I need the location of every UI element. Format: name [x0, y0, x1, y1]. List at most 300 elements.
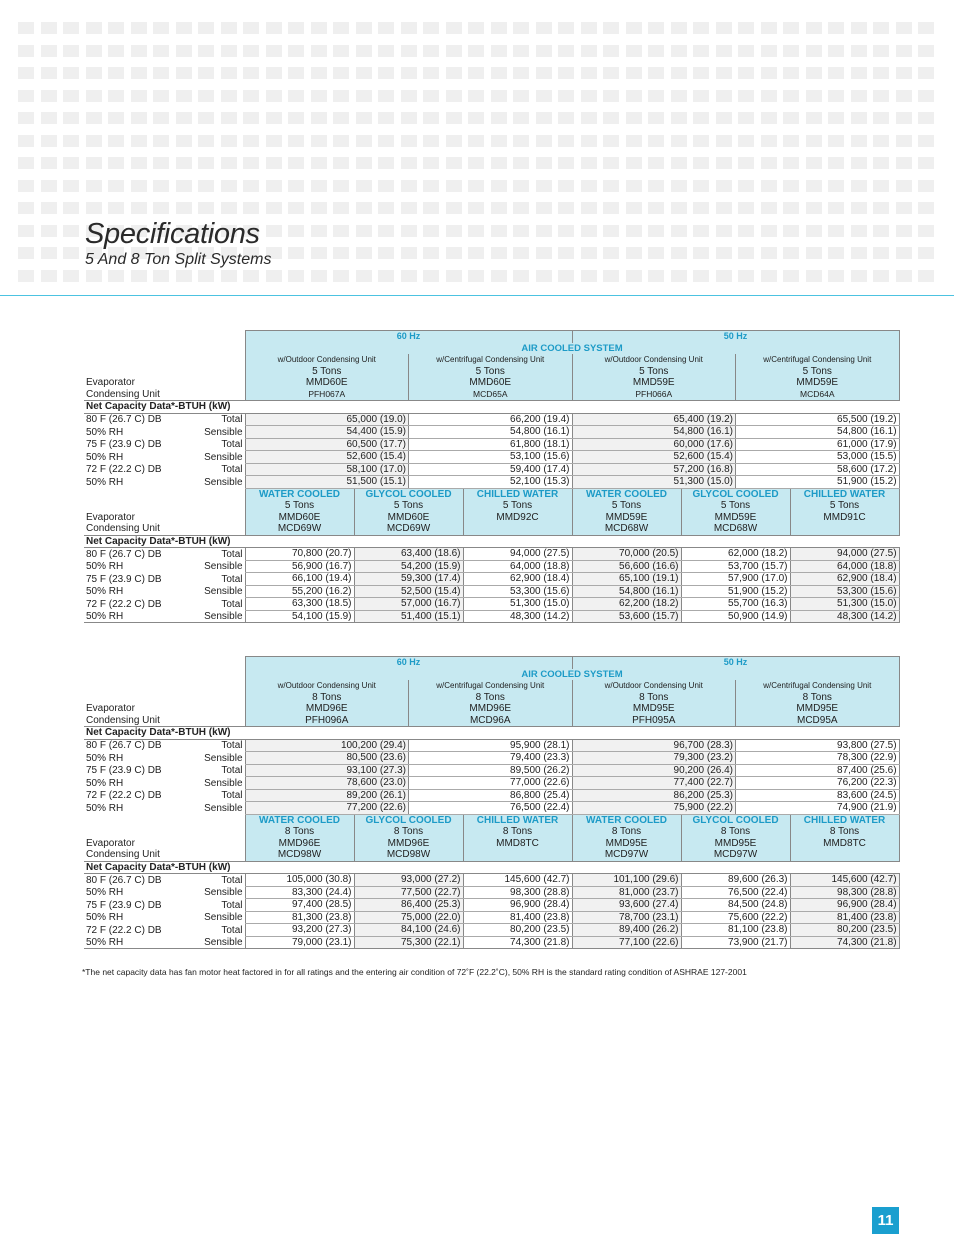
grid-cell	[761, 180, 777, 192]
air-cooled-header: AIR COOLED SYSTEM	[245, 343, 899, 355]
grid-cell	[648, 45, 664, 57]
capacity-value: 94,000 (27.5)	[463, 548, 572, 561]
grid-cell	[108, 202, 124, 214]
capacity-value: 51,500 (15.1)	[245, 476, 409, 489]
grid-cell	[288, 22, 304, 34]
grid-cell	[783, 202, 799, 214]
condition-type: Sensible	[204, 802, 243, 814]
capacity-value: 81,400 (23.8)	[790, 911, 899, 924]
grid-cell	[671, 135, 687, 147]
grid-cell	[41, 67, 57, 79]
grid-cell	[536, 270, 552, 282]
unit-type-label: w/Centrifugal Condensing Unit	[736, 680, 900, 692]
grid-cell	[378, 180, 394, 192]
grid-cell	[108, 22, 124, 34]
grid-cell	[851, 180, 867, 192]
capacity-value: 84,500 (24.8)	[681, 899, 790, 912]
grid-cell	[41, 157, 57, 169]
capacity-value: 77,400 (22.7)	[572, 777, 736, 790]
grid-cell	[131, 157, 147, 169]
grid-cell	[333, 22, 349, 34]
grid-cell	[491, 247, 507, 259]
grid-cell	[221, 112, 237, 124]
grid-cell	[828, 157, 844, 169]
capacity-value: 75,300 (22.1)	[354, 936, 463, 949]
grid-cell	[896, 180, 912, 192]
capacity-value: 98,300 (28.8)	[790, 886, 899, 899]
condensing-model: MCD68W	[681, 523, 790, 535]
condition-type: Sensible	[204, 777, 243, 789]
grid-cell	[63, 67, 79, 79]
capacity-value: 74,900 (21.9)	[736, 802, 900, 815]
grid-cell	[86, 22, 102, 34]
grid-cell	[108, 157, 124, 169]
table-row	[84, 849, 899, 861]
capacity-value: 58,100 (17.0)	[245, 463, 409, 476]
grid-cell	[783, 112, 799, 124]
grid-cell	[446, 180, 462, 192]
capacity-value: 65,400 (19.2)	[572, 413, 736, 426]
grid-cell	[401, 67, 417, 79]
grid-cell	[738, 90, 754, 102]
grid-cell	[243, 270, 259, 282]
evaporator-model: MMD96E	[245, 838, 354, 850]
grid-cell	[873, 67, 889, 79]
evaporator-label: Evaporator	[86, 511, 135, 523]
grid-cell	[603, 157, 619, 169]
capacity-value: 63,300 (18.5)	[245, 598, 354, 611]
capacity-value: 145,600 (42.7)	[463, 874, 572, 887]
grid-cell	[783, 135, 799, 147]
grid-cell	[288, 157, 304, 169]
grid-cell	[581, 202, 597, 214]
grid-cell	[423, 90, 439, 102]
grid-cell	[626, 112, 642, 124]
grid-cell	[603, 90, 619, 102]
page-number: 11	[872, 1207, 899, 1234]
table-row	[84, 463, 899, 476]
grid-cell	[513, 112, 529, 124]
condensing-model: PFH067A	[245, 389, 409, 401]
capacity-value: 89,400 (26.2)	[572, 924, 681, 937]
capacity-value: 62,900 (18.4)	[790, 573, 899, 586]
unit-type-label: w/Outdoor Condensing Unit	[572, 354, 736, 366]
grid-cell	[266, 270, 282, 282]
grid-cell	[806, 67, 822, 79]
evaporator-model: MMD91C	[790, 512, 899, 524]
grid-cell	[153, 112, 169, 124]
grid-cell	[198, 45, 214, 57]
condition-type: Total	[221, 414, 243, 425]
grid-cell	[86, 157, 102, 169]
grid-cell	[243, 157, 259, 169]
evaporator-model: MMD60E	[245, 512, 354, 524]
grid-cell	[311, 135, 327, 147]
grid-cell	[626, 45, 642, 57]
grid-cell	[918, 180, 934, 192]
grid-cell	[738, 225, 754, 237]
grid-cell	[288, 135, 304, 147]
grid-cell	[378, 270, 394, 282]
table-row	[84, 476, 899, 489]
grid-cell	[693, 90, 709, 102]
grid-cell	[131, 270, 147, 282]
grid-cell	[243, 112, 259, 124]
capacity-value: 52,100 (15.3)	[409, 476, 573, 489]
condition-type: Sensible	[204, 912, 243, 923]
grid-cell	[873, 202, 889, 214]
grid-cell	[468, 90, 484, 102]
blank-cell	[84, 488, 245, 500]
capacity-value: 95,900 (28.1)	[409, 739, 573, 752]
grid-cell	[896, 45, 912, 57]
capacity-value: 89,600 (26.3)	[681, 874, 790, 887]
grid-cell	[176, 45, 192, 57]
capacity-value: 53,100 (15.6)	[409, 451, 573, 464]
grid-cell	[626, 247, 642, 259]
table-row	[84, 692, 899, 704]
grid-cell	[581, 270, 597, 282]
evaporator-model: MMD60E	[409, 377, 573, 389]
grid-cell	[63, 202, 79, 214]
grid-cell	[356, 270, 372, 282]
evaporator-model: MMD96E	[354, 838, 463, 850]
grid-cell	[288, 225, 304, 237]
grid-cell	[221, 135, 237, 147]
table-row	[84, 727, 899, 740]
grid-cell	[401, 157, 417, 169]
condensing-label: Condensing Unit	[86, 388, 160, 400]
grid-cell	[153, 180, 169, 192]
capacity-value: 65,000 (19.0)	[245, 413, 409, 426]
grid-cell	[851, 247, 867, 259]
capacity-value: 75,000 (22.0)	[354, 911, 463, 924]
grid-cell	[468, 247, 484, 259]
condition-label: 72 F (22.2 C) DB	[86, 790, 162, 801]
grid-cell	[108, 45, 124, 57]
capacity-value: 93,100 (27.3)	[245, 764, 409, 777]
grid-cell	[761, 90, 777, 102]
grid-cell	[513, 90, 529, 102]
grid-cell	[86, 180, 102, 192]
condition-label: 72 F (22.2 C) DB	[86, 598, 162, 610]
grid-cell	[221, 45, 237, 57]
grid-cell	[266, 90, 282, 102]
grid-cell	[311, 270, 327, 282]
grid-cell	[513, 45, 529, 57]
grid-cell	[851, 157, 867, 169]
grid-cell	[536, 225, 552, 237]
system-type-label: WATER COOLED	[245, 488, 354, 500]
condensing-model: PFH095A	[572, 715, 736, 727]
condition-type: Total	[221, 548, 243, 560]
grid-cell	[401, 180, 417, 192]
grid-cell	[333, 112, 349, 124]
capacity-value: 96,900 (28.4)	[463, 899, 572, 912]
grid-cell	[738, 45, 754, 57]
table-row	[84, 548, 899, 561]
capacity-value: 61,800 (18.1)	[409, 438, 573, 451]
grid-cell	[648, 202, 664, 214]
grid-cell	[468, 225, 484, 237]
blank-cell	[84, 657, 245, 669]
table-row	[84, 523, 899, 535]
evaporator-model: MMD8TC	[463, 838, 572, 850]
system-type-label: WATER COOLED	[572, 814, 681, 826]
condition-label: 50% RH	[86, 912, 124, 923]
grid-cell	[108, 112, 124, 124]
grid-cell	[243, 202, 259, 214]
capacity-value: 52,600 (15.4)	[245, 451, 409, 464]
grid-cell	[716, 112, 732, 124]
grid-cell	[18, 22, 34, 34]
spec-table-8-ton	[84, 656, 900, 949]
grid-cell	[513, 270, 529, 282]
grid-cell	[288, 45, 304, 57]
grid-cell	[221, 90, 237, 102]
grid-cell	[761, 247, 777, 259]
grid-cell	[581, 90, 597, 102]
grid-cell	[693, 270, 709, 282]
tons-label: 5 Tons	[572, 500, 681, 512]
grid-cell	[873, 22, 889, 34]
table-row	[84, 331, 899, 343]
grid-cell	[288, 180, 304, 192]
capacity-value: 57,000 (16.7)	[354, 598, 463, 611]
grid-cell	[153, 270, 169, 282]
capacity-value: 54,800 (16.1)	[409, 426, 573, 439]
blank-cell	[84, 826, 245, 838]
grid-cell	[176, 157, 192, 169]
grid-cell	[423, 22, 439, 34]
grid-cell	[626, 270, 642, 282]
grid-cell	[603, 180, 619, 192]
grid-cell	[468, 202, 484, 214]
grid-cell	[873, 247, 889, 259]
grid-cell	[378, 225, 394, 237]
grid-cell	[243, 135, 259, 147]
grid-cell	[18, 247, 34, 259]
grid-cell	[581, 180, 597, 192]
grid-cell	[558, 45, 574, 57]
grid-cell	[491, 225, 507, 237]
grid-cell	[896, 112, 912, 124]
evaporator-model: MMD59E	[572, 512, 681, 524]
table-row	[84, 861, 899, 874]
condition-type: Total	[221, 899, 243, 911]
grid-cell	[716, 247, 732, 259]
grid-cell	[243, 180, 259, 192]
grid-cell	[513, 247, 529, 259]
grid-cell	[828, 247, 844, 259]
grid-cell	[603, 247, 619, 259]
grid-cell	[378, 135, 394, 147]
grid-cell	[513, 225, 529, 237]
condition-type: Total	[221, 439, 243, 450]
grid-cell	[153, 157, 169, 169]
condition-label: 50% RH	[86, 561, 124, 572]
capacity-value: 55,700 (16.3)	[681, 598, 790, 611]
grid-cell	[536, 135, 552, 147]
grid-cell	[626, 180, 642, 192]
tons-label: 5 Tons	[572, 366, 736, 378]
grid-cell	[378, 22, 394, 34]
grid-cell	[311, 90, 327, 102]
grid-cell	[18, 180, 34, 192]
grid-cell	[648, 270, 664, 282]
condition-label: 80 F (26.7 C) DB	[86, 874, 162, 886]
condition-label: 50% RH	[86, 476, 124, 488]
grid-cell	[131, 22, 147, 34]
grid-cell	[761, 202, 777, 214]
capacity-value: 75,900 (22.2)	[572, 802, 736, 815]
table-row	[84, 413, 899, 426]
grid-cell	[783, 90, 799, 102]
grid-cell	[63, 225, 79, 237]
capacity-value: 75,600 (22.2)	[681, 911, 790, 924]
grid-cell	[18, 270, 34, 282]
grid-cell	[401, 270, 417, 282]
grid-cell	[783, 67, 799, 79]
grid-cell	[131, 45, 147, 57]
grid-cell	[783, 22, 799, 34]
grid-cell	[401, 90, 417, 102]
grid-cell	[356, 45, 372, 57]
grid-cell	[153, 22, 169, 34]
capacity-value: 81,100 (23.8)	[681, 924, 790, 937]
grid-cell	[221, 157, 237, 169]
grid-cell	[693, 247, 709, 259]
grid-cell	[491, 202, 507, 214]
grid-cell	[446, 135, 462, 147]
grid-cell	[266, 112, 282, 124]
grid-cell	[603, 270, 619, 282]
grid-cell	[896, 22, 912, 34]
grid-cell	[558, 112, 574, 124]
grid-cell	[671, 247, 687, 259]
grid-cell	[288, 67, 304, 79]
capacity-value: 89,500 (26.2)	[409, 764, 573, 777]
capacity-value: 66,100 (19.4)	[245, 573, 354, 586]
grid-cell	[108, 90, 124, 102]
condition-type: Sensible	[204, 887, 243, 898]
grid-cell	[806, 247, 822, 259]
condensing-label: Condensing Unit	[86, 849, 160, 860]
grid-cell	[581, 247, 597, 259]
grid-cell	[896, 90, 912, 102]
capacity-value: 145,600 (42.7)	[790, 874, 899, 887]
capacity-value: 100,200 (29.4)	[245, 739, 409, 752]
capacity-value: 79,400 (23.3)	[409, 752, 573, 765]
grid-cell	[63, 180, 79, 192]
table-row	[84, 377, 899, 389]
condensing-model: MCD98W	[354, 849, 463, 861]
grid-cell	[423, 67, 439, 79]
grid-cell	[333, 157, 349, 169]
evaporator-model: MMD95E	[572, 838, 681, 850]
grid-cell	[806, 45, 822, 57]
grid-cell	[221, 180, 237, 192]
grid-cell	[333, 202, 349, 214]
grid-cell	[378, 202, 394, 214]
grid-cell	[468, 22, 484, 34]
capacity-value: 98,300 (28.8)	[463, 886, 572, 899]
capacity-value: 54,800 (16.1)	[572, 585, 681, 598]
table-row	[84, 680, 899, 692]
table-row	[84, 366, 899, 378]
condensing-model: MCD95A	[736, 715, 900, 727]
table-row	[84, 752, 899, 765]
grid-cell	[423, 180, 439, 192]
capacity-value: 79,000 (23.1)	[245, 936, 354, 949]
capacity-value: 76,500 (22.4)	[409, 802, 573, 815]
capacity-value: 62,900 (18.4)	[463, 573, 572, 586]
capacity-value: 54,800 (16.1)	[736, 426, 900, 439]
grid-cell	[131, 202, 147, 214]
table-row	[84, 560, 899, 573]
grid-cell	[333, 135, 349, 147]
evaporator-model: MMD95E	[736, 703, 900, 715]
grid-cell	[41, 90, 57, 102]
grid-cell	[873, 135, 889, 147]
condition-type: Sensible	[204, 561, 243, 572]
condition-type: Sensible	[192, 610, 245, 623]
condition-label: 50% RH	[84, 936, 192, 949]
table-row	[84, 585, 899, 598]
grid-cell	[918, 270, 934, 282]
capacity-value: 57,200 (16.8)	[572, 463, 736, 476]
condition-label: 50% RH	[86, 586, 124, 597]
capacity-value: 59,400 (17.4)	[409, 463, 573, 476]
condition-type: Sensible	[192, 936, 245, 949]
grid-cell	[491, 112, 507, 124]
grid-cell	[41, 180, 57, 192]
grid-cell	[266, 180, 282, 192]
tons-label: 5 Tons	[790, 500, 899, 512]
grid-cell	[333, 90, 349, 102]
grid-cell	[896, 135, 912, 147]
grid-cell	[896, 67, 912, 79]
grid-cell	[108, 180, 124, 192]
hz-60-header: 60 Hz	[245, 657, 572, 669]
table-row	[84, 389, 899, 401]
grid-cell	[716, 45, 732, 57]
evaporator-model: MMD96E	[409, 703, 573, 715]
capacity-value: 93,200 (27.3)	[245, 924, 354, 937]
capacity-value: 87,400 (25.6)	[736, 764, 900, 777]
grid-cell	[581, 22, 597, 34]
table-row	[84, 826, 899, 838]
grid-cell	[761, 112, 777, 124]
capacity-value: 54,800 (16.1)	[572, 426, 736, 439]
grid-cell	[243, 67, 259, 79]
grid-cell	[266, 22, 282, 34]
capacity-value: 97,400 (28.5)	[245, 899, 354, 912]
grid-cell	[288, 112, 304, 124]
condition-type: Total	[221, 598, 243, 610]
grid-cell	[311, 67, 327, 79]
condensing-model: PFH096A	[245, 715, 409, 727]
capacity-value: 78,300 (22.9)	[736, 752, 900, 765]
capacity-value: 56,600 (16.6)	[572, 560, 681, 573]
grid-cell	[446, 67, 462, 79]
grid-cell	[671, 270, 687, 282]
table-row	[84, 936, 899, 949]
capacity-value: 77,200 (22.6)	[245, 802, 409, 815]
condition-type: Total	[221, 924, 243, 936]
grid-cell	[491, 270, 507, 282]
grid-cell	[176, 90, 192, 102]
